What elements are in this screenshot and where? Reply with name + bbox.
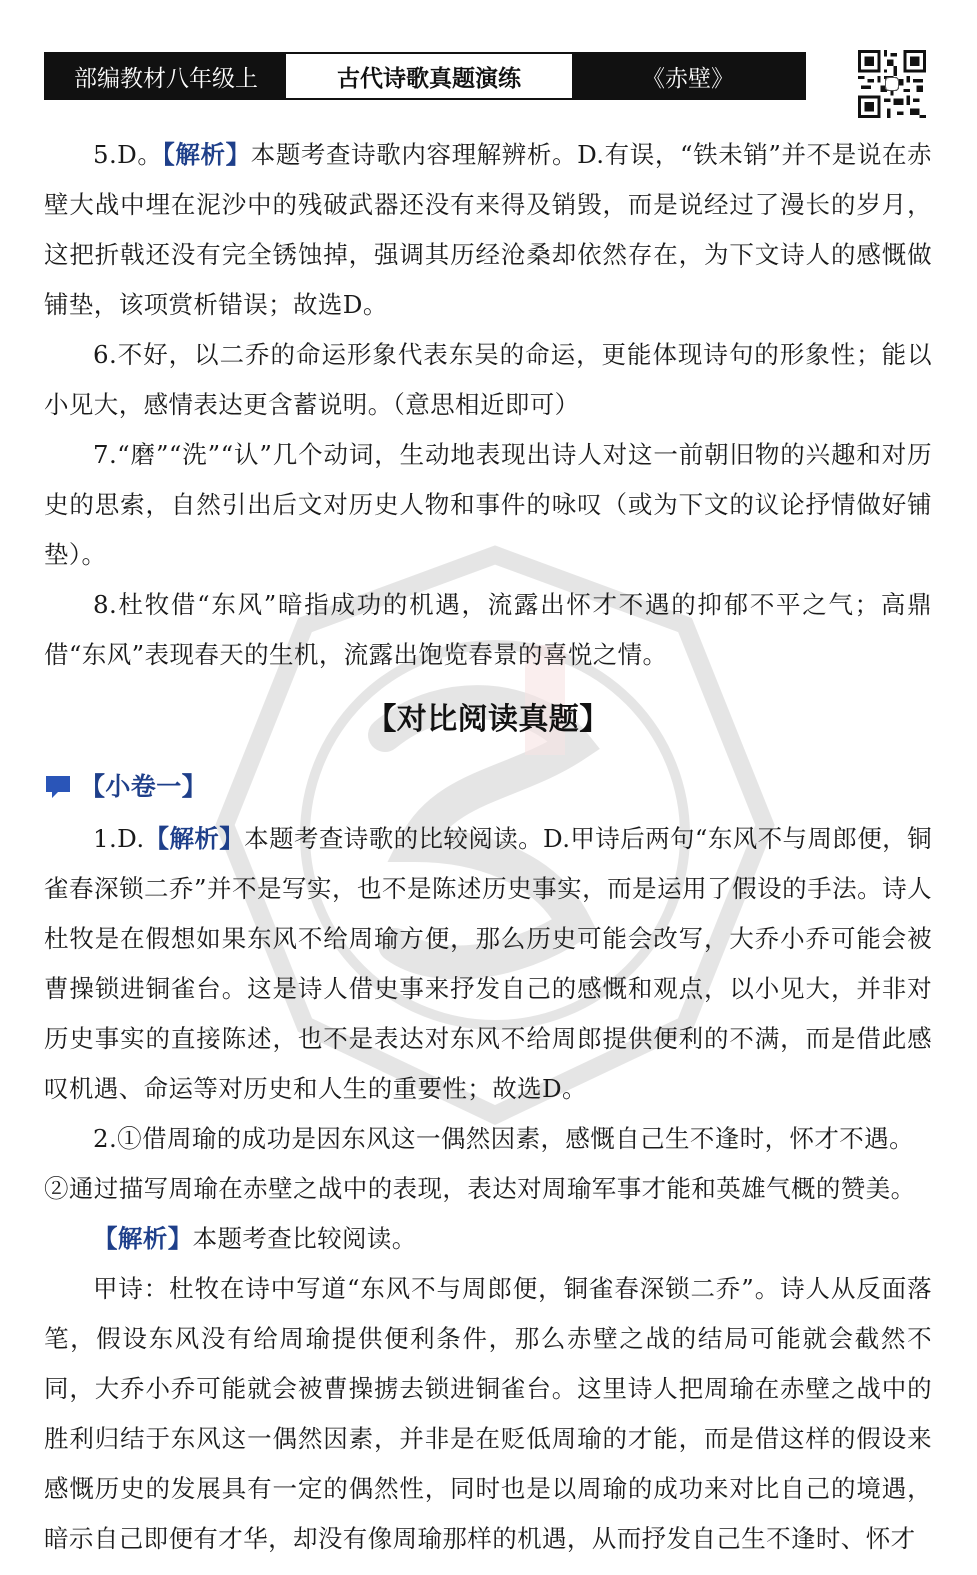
header-section-label: 古代诗歌真题演练 [286, 54, 572, 98]
answer-7: 7.“磨”“洗”“认”几个动词，生动地表现出诗人对这一前朝旧物的兴趣和对历史的思索，自然引出后文对历史人物和事件的咏叹（或为下文的议论抒情做好铺垫）。 [44, 440, 932, 569]
qr-code-icon [858, 50, 926, 118]
analysis-tag: 【解析】 [162, 140, 251, 169]
page-header [44, 52, 806, 100]
answer-5: 5.D。【解析】本题考查诗歌内容理解辨析。D.有误，“铁未销”并不是说在赤壁大战中埋在泥沙中的残破武器还没有来得及销毁，而是说经过了漫长的岁月，这把折戟还没有完全锈蚀掉，强调其历经沧桑却依然存在，为下文诗人的感慨做铺垫，该项赏析错误；故选D。 [44, 140, 932, 319]
answer-6: 6.不好，以二乔的命运形象代表东吴的命运，更能体现诗句的形象性；能以小见大，感情表达更含蓄说明。（意思相近即可） [44, 340, 932, 419]
paper-label: 【小卷一】 [80, 772, 208, 801]
analysis-tag: 【解析】 [144, 824, 245, 853]
answer-b2-line2: ②通过描写周瑜在赤壁之战中的表现，表达对周瑜军事才能和英雄气概的赞美。 [44, 1174, 916, 1203]
answer-b2-para: 甲诗：杜牧在诗中写道“东风不与周郎便，铜雀春深锁二乔”。诗人从反面落笔，假设东风没有给周瑜提供便利条件，那么赤壁之战的结局可能就会截然不同，大乔小乔可能就会被曹操掳去锁进铜雀台。这里诗人把周瑜在赤壁之战中的胜利归结于东风这一偶然因素，并非是在贬低周瑜的才能，而是借这样的假设来感慨历史的发展具有一定的偶然性，同时也是以周瑜的成功来对比自己的境遇，暗示自己即便有才华，却没有像周瑜那样的机遇，从而抒发自己生不逢时、怀才 [44, 1274, 932, 1553]
header-poem-title: 《赤壁》 [572, 54, 804, 98]
answer-b2-line1: 2.①借周瑜的成功是因东风这一偶然因素，感慨自己生不逢时，怀才不遇。 [93, 1124, 914, 1153]
answer-8: 8.杜牧借“东风”暗指成功的机遇，流露出怀才不遇的抑郁不平之气；高鼎借“东风”表现春天的生机，流露出饱览春景的喜悦之情。 [44, 590, 932, 669]
answer-content [44, 130, 932, 1564]
bookmark-flag-icon [44, 774, 74, 800]
paper-heading [44, 760, 932, 814]
section-title: 【对比阅读真题】 [366, 702, 610, 737]
analysis-tag: 【解析】 [93, 1224, 193, 1253]
answer-b1: 1.D.【解析】本题考查诗歌的比较阅读。D.甲诗后两句“东风不与周郎便，铜雀春深锁二乔”并不是写实，也不是陈述历史事实，而是运用了假设的手法。诗人杜牧是在假想如果东风不给周瑜方便，那么历史可能会改写，大乔小乔可能会被曹操锁进铜雀台。这是诗人借史事来抒发自己的感慨和观点，以小见大，并非对历史事实的直接陈述，也不是表达对东风不给周郎提供便利的不满，而是借此感叹机遇、命运等对历史和人生的重要性；故选D。 [44, 824, 932, 1103]
header-grade-label: 部编教材八年级上 [46, 54, 286, 98]
answer-b2-analysis: 【解析】本题考查比较阅读。 [93, 1224, 417, 1253]
